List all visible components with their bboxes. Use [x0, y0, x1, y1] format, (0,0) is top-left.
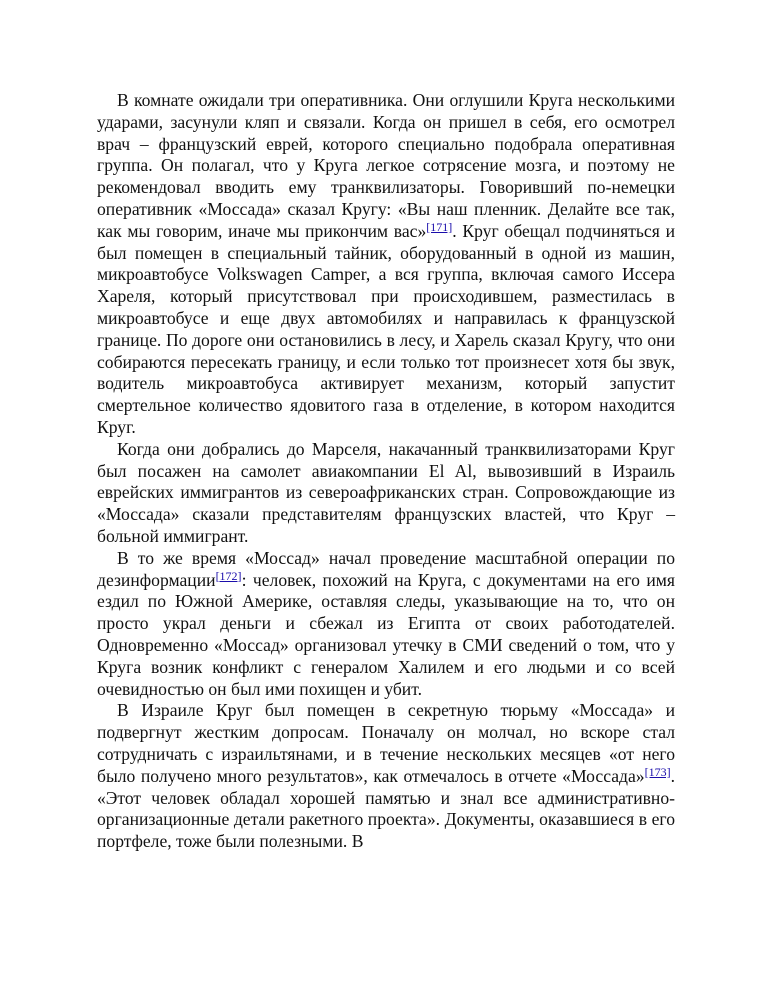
footnote-171[interactable] — [426, 220, 452, 234]
paragraph-4-text-before: В Израиле Круг был помещен в секретную тюрьму «Моссада» и подвергнут жестким допросам. Поначалу он молчал, но вскоре стал сотрудничать с израильтянами, и в течение нескольких месяцев «от него было получено много результатов», как отмечалось в отчете «Моссада» — [97, 700, 675, 786]
footnote-173[interactable] — [645, 765, 671, 779]
paragraph-1-text-before: В комнате ожидали три оперативника. Они оглушили Круга несколькими ударами, засунули кляп и связали. Когда он пришел в себя, его осмотрел врач – французский еврей, которого специально подобрала оперативная группа. Он полагал, что у Круга легкое сотрясение мозга, и поэтому не рекомендовал вводить ему транквилизаторы. Говоривший по-немецки оперативник «Моссада» сказал Кругу: «Вы наш пленник. Делайте все так, как мы говорим, иначе мы прикончим вас» — [97, 90, 675, 241]
paragraph-1-text-after: . Круг обещал подчиняться и был помещен в специальный тайник, оборудованный в одной из машин, микроавтобусе Volkswagen Camper, а вся группа, включая самого Иссера Хареля, который присутствовал при происходившем, разместилась в микроавтобусе и еще двух автомобилях и направилась к французской границе. По дороге они остановились в лесу, и Харель сказал Кругу, что они собираются пересекать границу, и если только тот произнесет хотя бы звук, водитель микроавтобуса активирует механизм, который запустит смертельное количество ядовитого газа в отделение, в котором находится Круг. — [97, 220, 675, 437]
paragraph-3-text-before: В то же время «Моссад» начал проведение масштабной операции по дезинформации — [97, 547, 675, 590]
paragraph-4-text-after: . «Этот человек обладал хорошей памятью и знал все административно-организационные детали ракетного проекта». Документы, оказавшиеся в его портфеле, тоже были полезными. В — [97, 765, 675, 852]
footnote-172[interactable] — [216, 569, 242, 583]
paragraph-2: Когда они добрались до Марселя, накачанный транквилизаторами Круг был посажен на самолет авиакомпании El Al, вывозивший в Израиль еврейских иммигрантов из североафриканских стран. Сопровождающие из «Моссада» сказали представителям французских властей, что Круг – больной иммигрант. — [97, 438, 675, 546]
footnote-link-171[interactable]: [171] — [426, 219, 453, 234]
paragraph-1 — [97, 90, 675, 439]
paragraph-4 — [97, 700, 675, 853]
paragraph-3-text-after: : человек, похожий на Круга, с документами на его имя ездил по Южной Америке, оставляя следы, указывающие на то, что он просто украл деньги и сбежал из Египта от своих работодателей. Одновременно «Моссад» организовал утечку в СМИ сведений о том, что у Круга возник конфликт с генералом Халилем и его людьми и со всей очевидностью он был ими похищен и убит. — [97, 569, 675, 699]
footnote-link-172[interactable]: [172] — [215, 568, 242, 583]
paragraph-3 — [97, 548, 675, 701]
document-page — [97, 90, 675, 853]
footnote-link-173[interactable]: [173] — [644, 764, 671, 779]
